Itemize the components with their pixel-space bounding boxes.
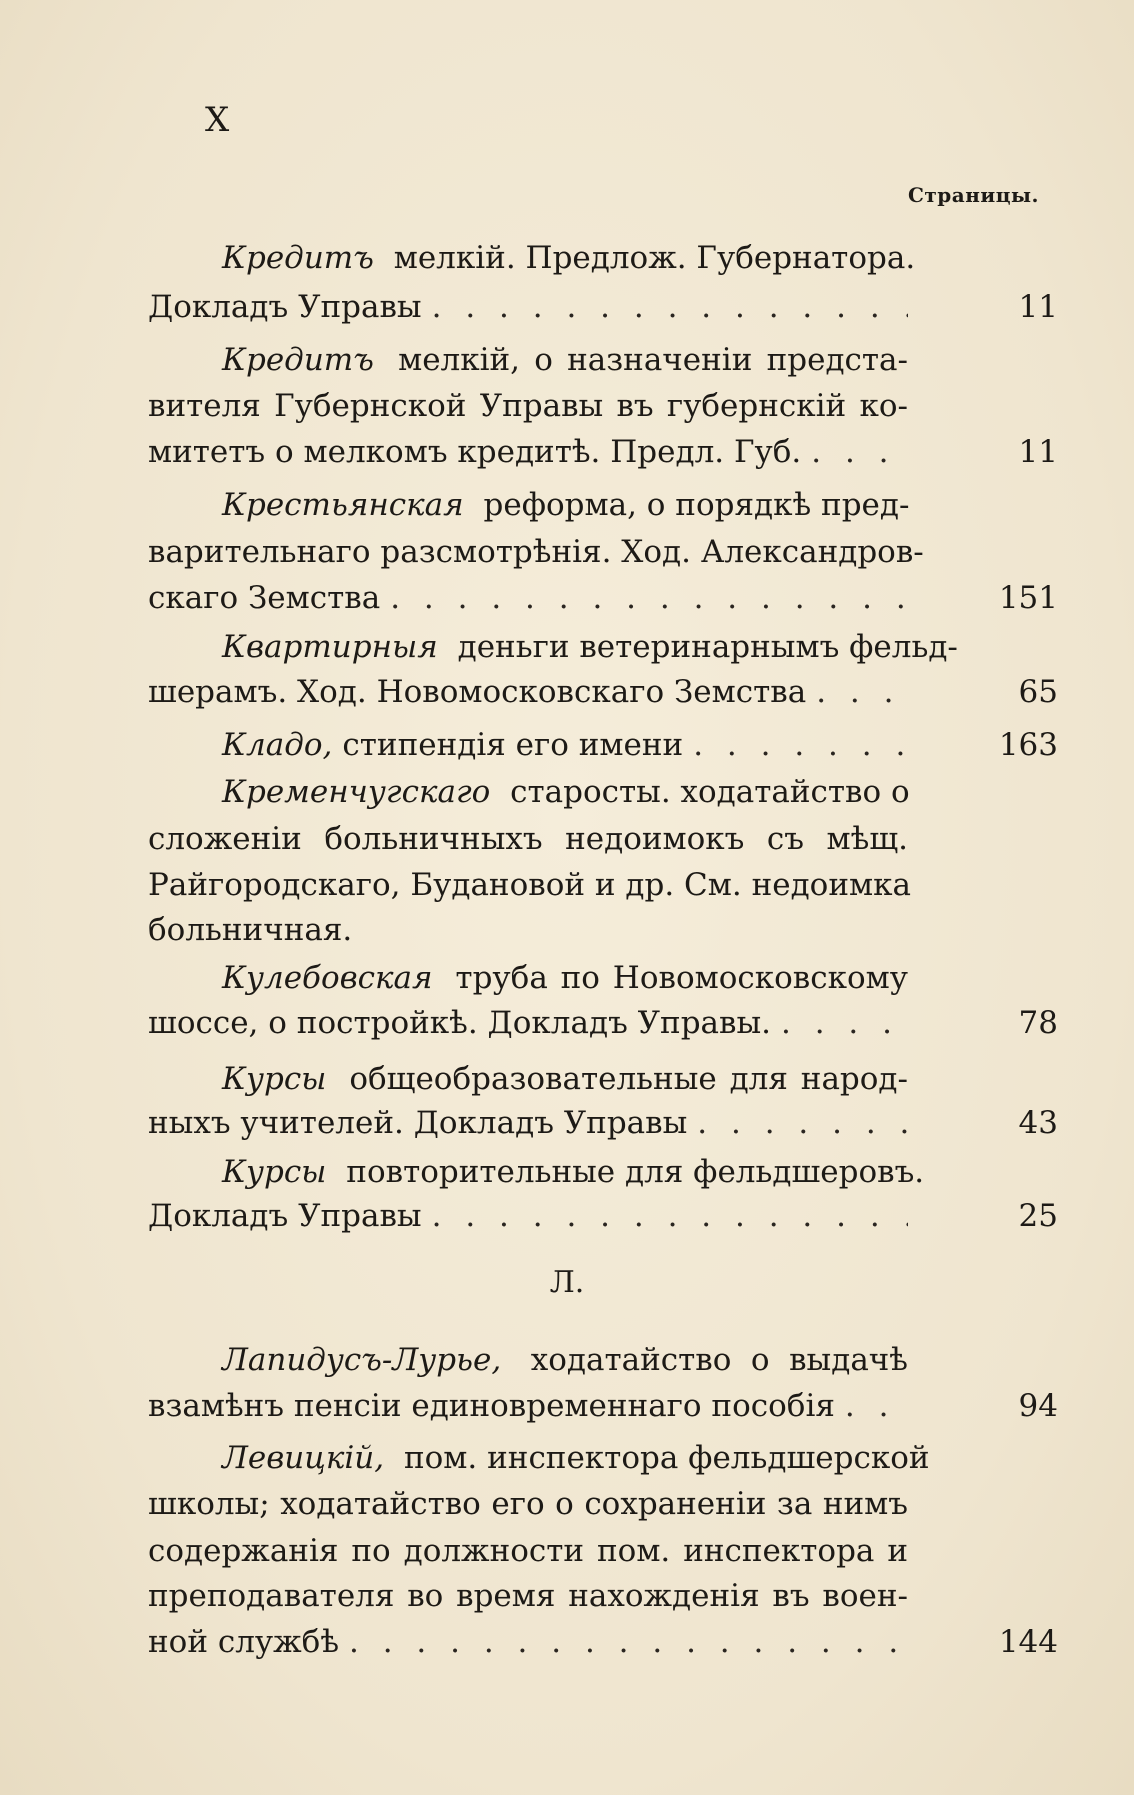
entry-continuation-line: скаго Земства . . . <box>148 576 908 620</box>
entry-keyword: Лапидусъ-Лурье, <box>222 1342 502 1378</box>
entry-continuation-line: Райгородскаго, Будановой и др. См. недоимка <box>148 867 911 903</box>
entry-continuation-line: ныхъ учителей. Докладъ Управы . . . <box>148 1101 908 1145</box>
entry-continuation-line: варительнаго разсмотрѣнія. Ход. Александров- <box>148 534 924 570</box>
entry-text: труба по Новомосковскому <box>455 960 908 996</box>
dot-leader <box>771 1001 908 1045</box>
entry-continuation-line: митетъ о мелкомъ кредитѣ. Предл. Губ. . . . <box>148 430 908 474</box>
section-heading: Л. <box>549 1265 585 1300</box>
entry-page-number: 43 <box>1018 1105 1058 1141</box>
entry-text: старосты. ходатайство о <box>510 774 910 810</box>
dot-leader <box>422 285 908 329</box>
entry-page-number: 144 <box>998 1624 1058 1660</box>
entry-keyword: Курсы <box>222 1154 327 1190</box>
dot-leader <box>339 1620 908 1664</box>
entry-keyword: Кредитъ <box>222 240 374 276</box>
entry-text: мелкій, о назначеніи предста- <box>398 342 908 378</box>
entry-page-number: 65 <box>1018 674 1058 710</box>
index-entry-krestyanskaya <box>222 483 908 527</box>
entry-continuation-line: школы; ходатайство его о сохраненіи за нимъ <box>148 1486 908 1522</box>
index-entry-kursy-2 <box>222 1150 925 1194</box>
index-entry-kremenchugskago <box>222 770 908 814</box>
entry-page-number: 25 <box>1018 1198 1058 1234</box>
index-entry-levitskiy <box>222 1436 930 1480</box>
entry-keyword: Кредитъ <box>222 342 374 378</box>
entry-continuation-line: шоссе, о постройкѣ. Докладъ Управы. . . . <box>148 1001 908 1045</box>
index-entry-kredit-1 <box>222 236 916 280</box>
dot-leader <box>806 670 908 714</box>
entry-text: деньги ветеринарнымъ фельд- <box>457 629 958 665</box>
entry-continuation-line: Докладъ Управы . . . <box>148 285 908 329</box>
entry-page-number: 151 <box>998 580 1058 616</box>
index-entry-kulebovskaya <box>222 956 908 1000</box>
entry-continuation-line: взамѣнъ пенсіи единовременнаго пособія . . . <box>148 1384 908 1428</box>
entry-page-number: 94 <box>1018 1388 1058 1424</box>
entry-text: стипендія его имени <box>342 727 684 763</box>
dot-leader <box>835 1384 908 1428</box>
entry-continuation-line: сложеніи больничныхъ недоимокъ съ мѣщ. <box>148 821 908 857</box>
index-entry-lapidus-lurye <box>222 1338 908 1382</box>
entry-keyword: Кладо, <box>222 727 333 763</box>
entry-text: ходатайство о выдачѣ <box>530 1342 908 1378</box>
entry-keyword: Левицкій, <box>222 1440 385 1476</box>
entry-text: мелкій. Предлож. Губернатора. <box>393 240 916 276</box>
entry-keyword: Курсы <box>222 1061 327 1097</box>
entry-text: общеобразовательные для народ- <box>349 1061 908 1097</box>
dot-leader <box>801 430 908 474</box>
entry-continuation-line: преподавателя во время нахожденія въ воен- <box>148 1578 908 1614</box>
entry-keyword: Квартирныя <box>222 629 438 665</box>
entry-continuation-line: больничная. <box>148 912 353 948</box>
entry-keyword: Кулебовская <box>222 960 433 996</box>
entry-continuation-line: содержанія по должности пом. инспектора и <box>148 1533 908 1569</box>
pages-column-header: Страницы. <box>907 183 1039 207</box>
entry-page-number: 11 <box>1018 434 1058 470</box>
entry-page-number: 11 <box>1018 289 1058 325</box>
index-entry-klado <box>222 723 908 767</box>
index-entry-kvartirnyya <box>222 625 958 669</box>
dot-leader <box>687 1101 908 1145</box>
entry-continuation-line: Докладъ Управы . . . <box>148 1194 908 1238</box>
page-number: X <box>205 100 231 140</box>
entry-page-number: 78 <box>1018 1005 1058 1041</box>
entry-text: повторительные для фельдшеровъ. <box>346 1154 925 1190</box>
index-entry-kredit-2 <box>222 338 908 382</box>
dot-leader <box>683 723 908 767</box>
entry-keyword: Кременчугскаго <box>222 774 491 810</box>
index-entry-kursy-1 <box>222 1057 908 1101</box>
dot-leader <box>422 1194 908 1238</box>
entry-continuation-line: шерамъ. Ход. Новомосковскаго Земства . . . <box>148 670 908 714</box>
entry-keyword: Крестьянская <box>222 487 464 523</box>
entry-continuation-line: ной службѣ . . . <box>148 1620 908 1664</box>
entry-text: реформа, о порядкѣ пред- <box>483 487 910 523</box>
entry-continuation-line: вителя Губернской Управы въ губернскій ко- <box>148 388 908 424</box>
entry-text: пом. инспектора фельдшерской <box>403 1440 930 1476</box>
entry-page-number: 163 <box>998 727 1058 763</box>
dot-leader <box>380 576 908 620</box>
